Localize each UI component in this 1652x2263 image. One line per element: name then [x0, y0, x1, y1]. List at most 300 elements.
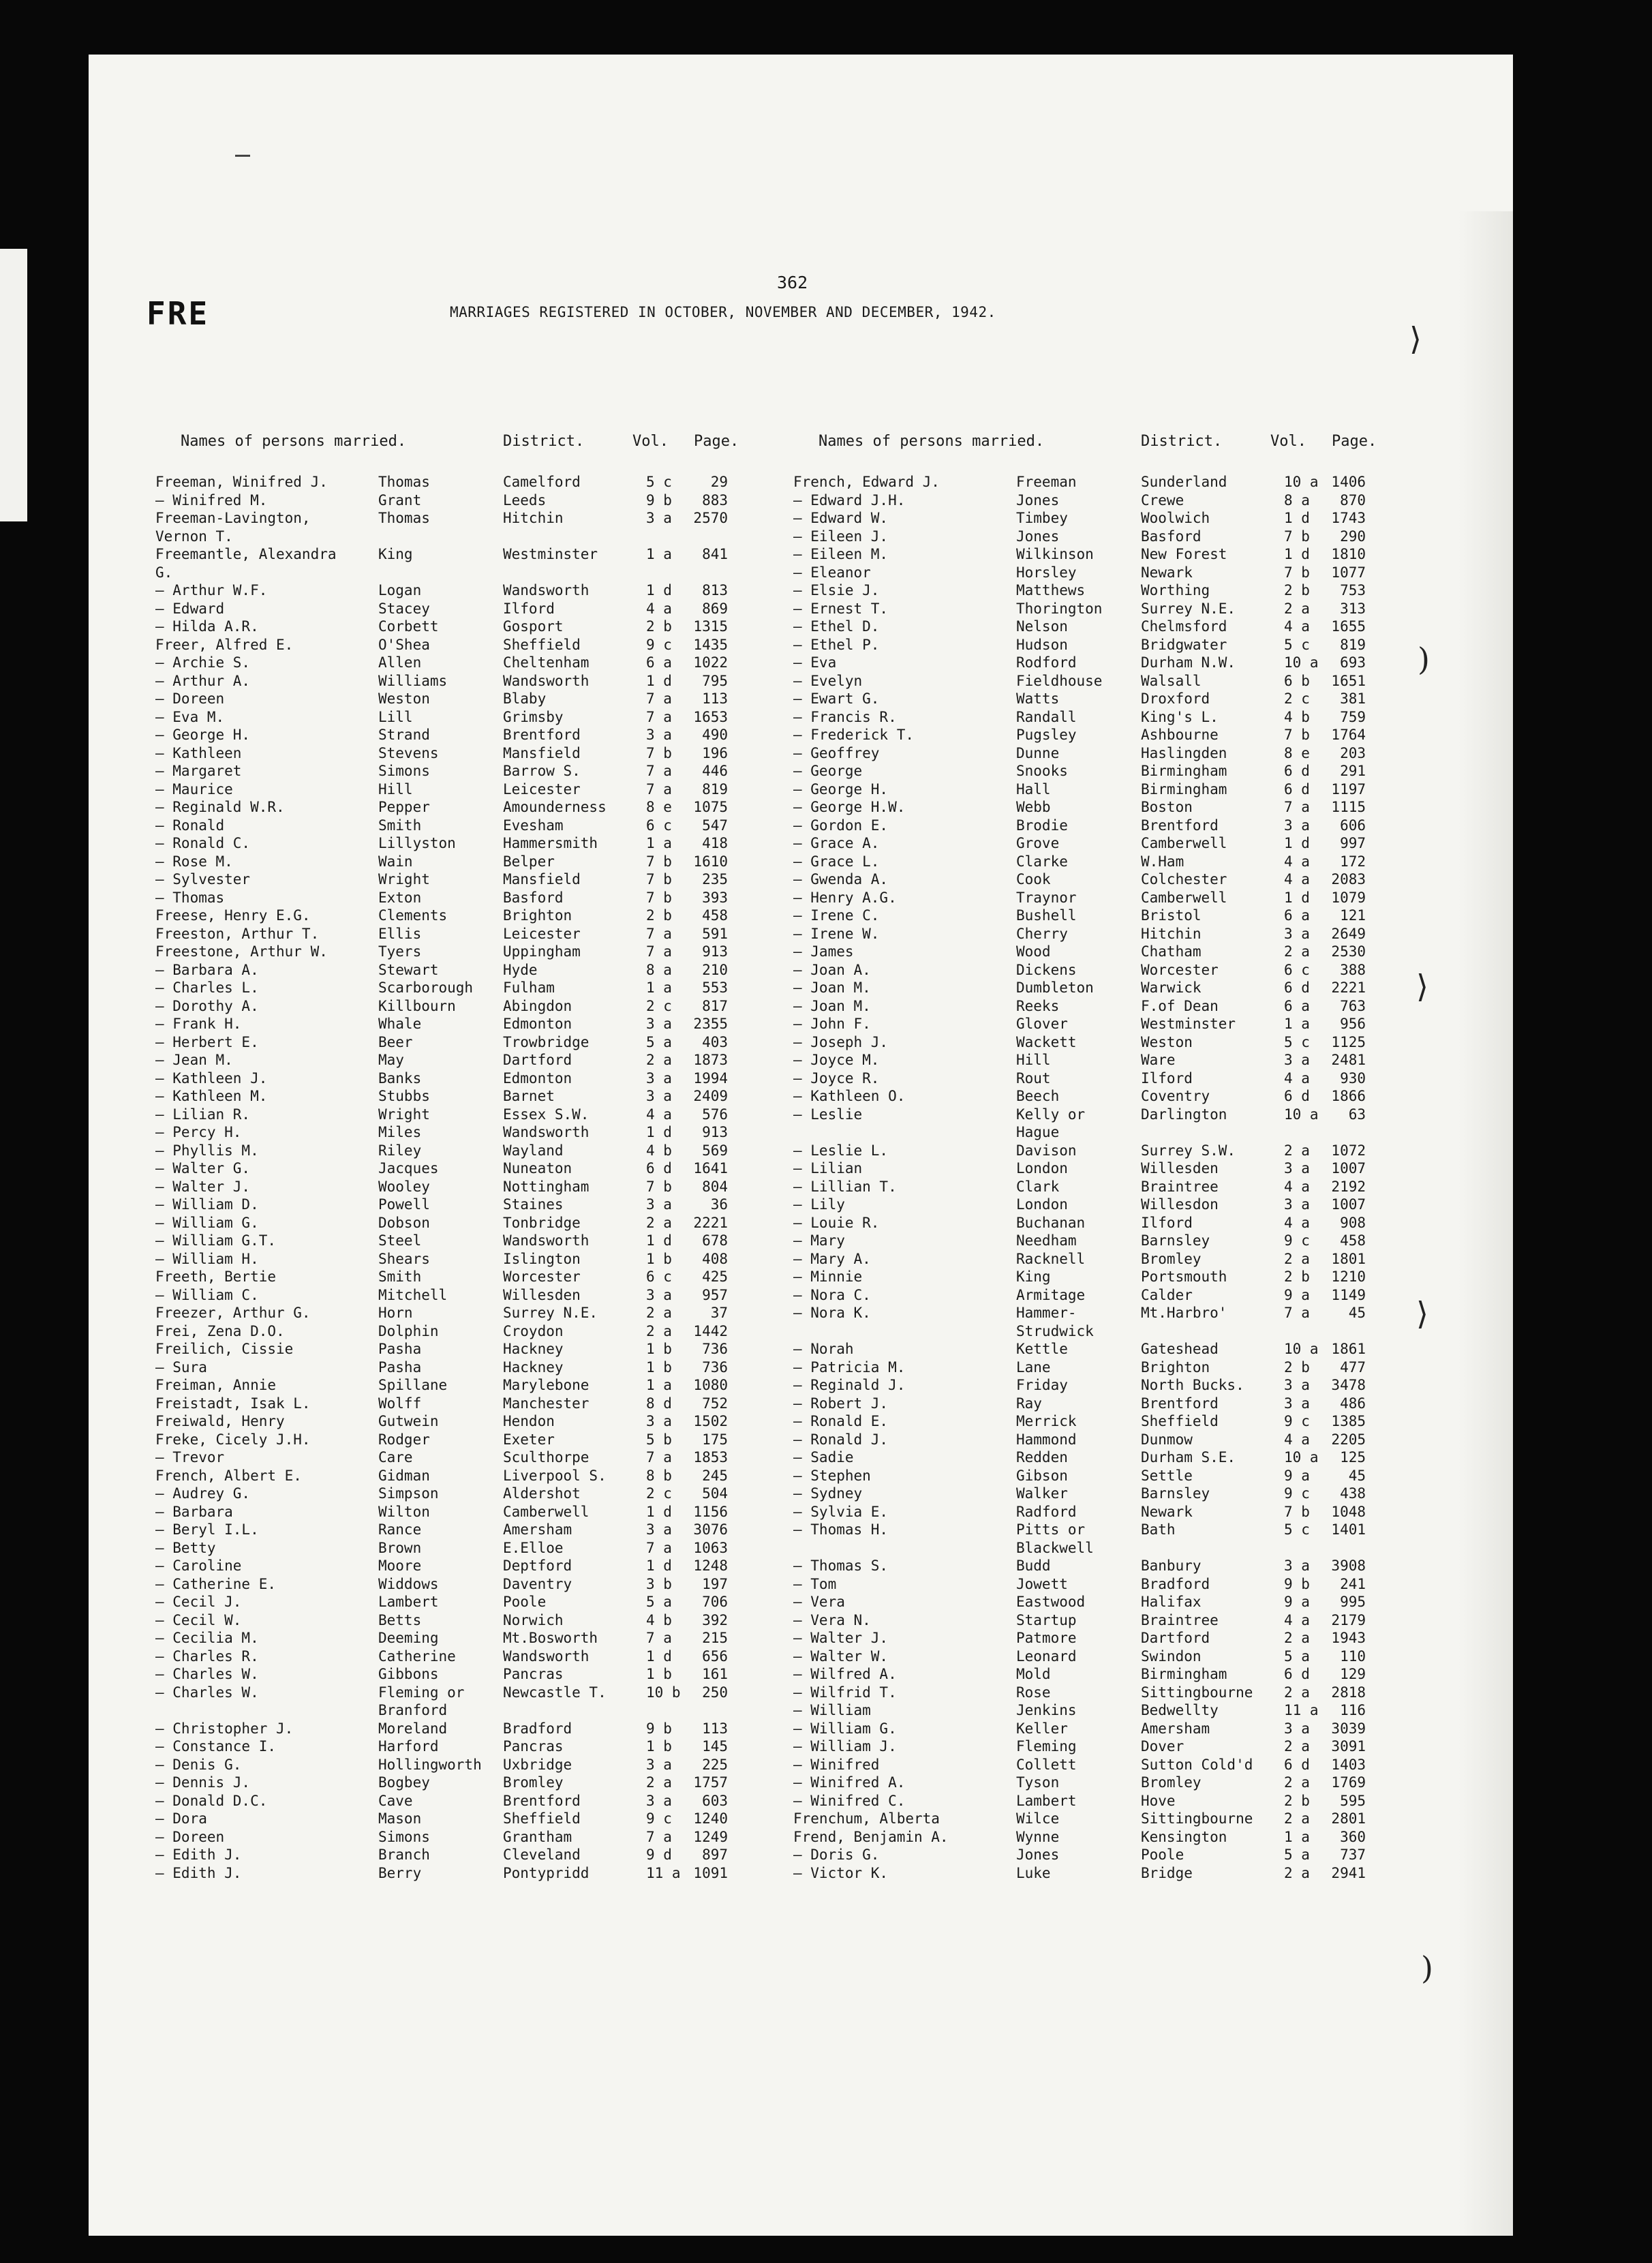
- register-entry: [793, 1612, 1448, 1630]
- register-entry: [155, 727, 810, 745]
- entry-name: — Lilian R.: [155, 1106, 251, 1123]
- entry-name: — Irene W.: [793, 925, 880, 942]
- entry-spouse-surname: Beer: [378, 1033, 413, 1050]
- entry-spouse-surname: Wynne: [1016, 1828, 1060, 1845]
- register-entry: [793, 1865, 1448, 1883]
- entry-name: — George H.: [155, 727, 251, 743]
- entry-district: E.Elloe: [503, 1539, 564, 1556]
- entry-page: 360: [1340, 1828, 1366, 1845]
- entry-district: Poole: [1141, 1847, 1184, 1863]
- entry-spouse-surname: Deeming: [378, 1630, 439, 1646]
- entry-page: 1861: [1331, 1341, 1366, 1357]
- header-district: District.: [503, 433, 585, 450]
- entry-district: Kensington: [1141, 1828, 1227, 1845]
- entry-page: 1022: [693, 654, 728, 671]
- entry-volume: 9 a: [1284, 1286, 1310, 1303]
- entry-spouse-surname: Hague: [1016, 1124, 1060, 1140]
- entry-district: Hove: [1141, 1792, 1176, 1809]
- entry-name: Freilich, Cissie: [155, 1341, 294, 1357]
- entry-page: 678: [702, 1232, 728, 1249]
- entry-spouse-surname: Gibbons: [378, 1666, 439, 1682]
- entry-volume: 11 a: [1284, 1702, 1319, 1718]
- entry-name: — Gordon E.: [793, 817, 889, 834]
- entry-name: — Thomas: [155, 889, 225, 906]
- entry-volume: 9 b: [1284, 1575, 1310, 1592]
- entry-name: Freer, Alfred E.: [155, 636, 294, 653]
- entry-name: — Lilian: [793, 1160, 863, 1176]
- entry-volume: 4 b: [1284, 708, 1310, 725]
- entry-district: Barrow S.: [503, 763, 581, 779]
- entry-volume: 11 a: [646, 1864, 681, 1881]
- entry-spouse-surname: Dumbleton: [1016, 979, 1094, 996]
- entry-volume: 9 c: [1284, 1413, 1310, 1429]
- entry-page: 2409: [693, 1088, 728, 1104]
- entry-spouse-surname: Thomas: [378, 474, 430, 490]
- entry-spouse-surname: Miles: [378, 1124, 422, 1140]
- entry-volume: 4 a: [1284, 1611, 1310, 1628]
- entry-page: 1757: [693, 1774, 728, 1791]
- entry-page: 2481: [1331, 1052, 1366, 1068]
- entry-name: — Kathleen: [155, 744, 242, 761]
- register-entry: [155, 1612, 810, 1630]
- entry-spouse-surname: Hill: [378, 780, 413, 798]
- entry-page: 2192: [1331, 1178, 1366, 1195]
- register-entry: [793, 907, 1448, 926]
- entry-page: 576: [702, 1106, 728, 1123]
- entry-spouse-surname: Jones: [1016, 528, 1060, 545]
- entry-page: 418: [702, 835, 728, 851]
- register-entry: [793, 654, 1448, 673]
- entry-page: 1810: [1331, 546, 1366, 562]
- entry-spouse-surname: Mason: [378, 1810, 422, 1827]
- entry-page: 36: [710, 1196, 728, 1213]
- entry-page: 813: [702, 582, 728, 598]
- entry-district: Sculthorpe: [503, 1449, 590, 1465]
- register-entry: [793, 709, 1448, 727]
- entry-name: — Ernest T.: [793, 600, 889, 617]
- register-entry: [155, 546, 810, 564]
- register-entry: [793, 1160, 1448, 1179]
- entry-district: Darlington: [1141, 1106, 1227, 1123]
- entry-volume: 3 a: [646, 1069, 672, 1087]
- entry-page: 553: [702, 979, 728, 996]
- entry-page: 388: [1340, 961, 1366, 978]
- entry-spouse-surname: Thorington: [1016, 600, 1103, 617]
- header-names: Names of persons married.: [181, 433, 407, 450]
- entry-volume: 4 a: [1284, 1214, 1310, 1231]
- entry-name: — Dennis J.: [155, 1774, 251, 1791]
- entry-spouse-surname: Fieldhouse: [1016, 672, 1103, 689]
- entry-name: — Arthur A.: [155, 672, 251, 689]
- entry-district: Newcastle T.: [503, 1684, 607, 1701]
- entry-district: Wandsworth: [503, 1232, 590, 1249]
- entry-name: — Reginald W.R.: [155, 799, 285, 815]
- entry-spouse-surname: Hollingworth: [378, 1756, 482, 1773]
- entry-district: Barnsley: [1141, 1232, 1210, 1249]
- register-entry: [155, 890, 810, 908]
- entry-volume: 2 b: [1284, 582, 1310, 598]
- register-entry: [793, 546, 1448, 564]
- entry-volume: 3 a: [1284, 1395, 1310, 1412]
- entry-page: 1764: [1331, 727, 1366, 743]
- entry-name: — Thomas H.: [793, 1521, 889, 1538]
- entry-page: 1248: [693, 1558, 728, 1574]
- entry-volume: 5 c: [1284, 636, 1310, 653]
- entry-volume: 2 a: [1284, 943, 1310, 960]
- entry-district: Sittingbourne: [1141, 1684, 1253, 1701]
- entry-district: Belper: [503, 853, 555, 870]
- entry-spouse-surname: Friday: [1016, 1377, 1068, 1393]
- entry-spouse-surname: Clements: [378, 907, 448, 924]
- entry-name: — Lillian T.: [793, 1178, 897, 1195]
- entry-spouse-surname: Leonard: [1016, 1647, 1077, 1665]
- entry-district: Uppingham: [503, 943, 581, 960]
- entry-page: 913: [702, 943, 728, 960]
- entry-district: Coventry: [1141, 1088, 1210, 1104]
- register-entry: [155, 1829, 810, 1847]
- entry-spouse-surname: Merrick: [1016, 1413, 1077, 1429]
- entry-spouse-surname: Fleming: [1016, 1738, 1077, 1755]
- entry-page: 2083: [1331, 871, 1366, 887]
- entry-volume: 1 b: [646, 1341, 672, 1357]
- entry-volume: 2 a: [646, 1322, 672, 1339]
- entry-spouse-surname: Startup: [1016, 1611, 1077, 1628]
- entry-page: 995: [1340, 1594, 1366, 1610]
- entry-page: 606: [1340, 817, 1366, 834]
- entry-district: Settle: [1141, 1467, 1193, 1484]
- entry-page: 569: [702, 1142, 728, 1159]
- register-entry: [155, 709, 810, 727]
- entry-volume: 7 a: [646, 690, 672, 707]
- page-title: MARRIAGES REGISTERED IN OCTOBER, NOVEMBER AND DECEMBER, 1942.: [450, 304, 996, 320]
- entry-name: — John F.: [793, 1016, 871, 1032]
- entry-volume: 1 d: [646, 672, 672, 689]
- entry-district: Bradford: [503, 1720, 572, 1737]
- entry-spouse-surname: Shears: [378, 1250, 430, 1267]
- entry-name: — Charles W.: [155, 1684, 259, 1701]
- entry-page: 446: [702, 763, 728, 779]
- entry-spouse-surname: Rout: [1016, 1069, 1051, 1087]
- entry-name: — Ronald E.: [793, 1413, 889, 1429]
- entry-spouse-surname: Steel: [378, 1232, 422, 1249]
- entry-name: Freistadt, Isak L.: [155, 1395, 311, 1412]
- entry-volume: 2 a: [1284, 1630, 1310, 1646]
- entry-district: Nottingham: [503, 1178, 590, 1195]
- entry-district: Banbury: [1141, 1558, 1202, 1574]
- entry-volume: 9 b: [646, 1720, 672, 1737]
- entry-page: 393: [702, 889, 728, 906]
- entry-spouse-surname: Lane: [1016, 1358, 1051, 1376]
- entry-spouse-surname: Snooks: [1016, 763, 1068, 779]
- register-entry: [155, 1269, 810, 1287]
- entry-page: 45: [1348, 1305, 1366, 1321]
- register-entry: [793, 1648, 1448, 1667]
- register-entry: [155, 763, 810, 781]
- register-entry: [155, 1485, 810, 1504]
- entry-volume: 7 a: [646, 925, 672, 942]
- entry-volume: 2 b: [646, 618, 672, 635]
- register-entry: [155, 1179, 810, 1197]
- entry-page: 930: [1340, 1069, 1366, 1087]
- register-entry: [155, 1738, 810, 1757]
- entry-district: Daventry: [503, 1575, 572, 1592]
- entry-volume: 9 d: [646, 1847, 672, 1863]
- entry-name: — Gwenda A.: [793, 871, 889, 887]
- register-entry: [155, 1287, 810, 1305]
- entry-page: 869: [702, 600, 728, 617]
- entry-district: Aldershot: [503, 1485, 581, 1502]
- entry-volume: 3 a: [646, 1756, 672, 1773]
- entry-name: Frei, Zena D.O.: [155, 1322, 285, 1339]
- register-entry: [793, 582, 1448, 601]
- entry-name: — Walter J.: [155, 1178, 251, 1195]
- register-entry: [155, 1720, 810, 1739]
- entry-page: 997: [1340, 835, 1366, 851]
- entry-district: Leeds: [503, 491, 547, 508]
- entry-page: 116: [1340, 1702, 1366, 1718]
- register-entry: [155, 781, 810, 800]
- entry-district: New Forest: [1141, 546, 1227, 562]
- entry-page: 956: [1340, 1016, 1366, 1032]
- register-entry: [155, 1016, 810, 1034]
- entry-page: 121: [1340, 907, 1366, 924]
- entry-name: — Eileen J.: [793, 528, 889, 545]
- entry-volume: 2 a: [1284, 600, 1310, 617]
- entry-page: 591: [702, 925, 728, 942]
- entry-page: 129: [1340, 1666, 1366, 1682]
- entry-name: — Mary A.: [793, 1250, 871, 1267]
- register-entry: [793, 1142, 1448, 1161]
- entry-spouse-surname: Bogbey: [378, 1774, 430, 1791]
- register-entry: [793, 1576, 1448, 1594]
- entry-district: Willesden: [1141, 1160, 1219, 1176]
- entry-district: Durham N.W.: [1141, 654, 1236, 671]
- entry-name: — Percy H.: [155, 1124, 242, 1140]
- entry-district: Dartford: [503, 1052, 572, 1068]
- entry-name: — Sadie: [793, 1449, 854, 1465]
- register-entry: [155, 907, 810, 926]
- entry-district: Cleveland: [503, 1847, 581, 1863]
- entry-spouse-surname: Grove: [1016, 835, 1060, 851]
- entry-district: Pancras: [503, 1738, 564, 1755]
- register-entry: [793, 528, 1448, 547]
- entry-volume: 4 a: [1284, 1178, 1310, 1195]
- entry-spouse-surname: Jones: [1016, 491, 1060, 508]
- register-entry: [155, 817, 810, 836]
- entry-spouse-surname: Lillyston: [378, 835, 456, 851]
- entry-name: — Walter G.: [155, 1160, 251, 1176]
- entry-spouse-surname: Stacey: [378, 600, 430, 617]
- entry-district: Boston: [1141, 799, 1193, 815]
- entry-name: — Sydney: [793, 1485, 863, 1502]
- register-entry: [793, 1305, 1448, 1323]
- register-entry: [155, 1774, 810, 1793]
- register-entry: [793, 1106, 1448, 1125]
- entry-district: Basford: [1141, 528, 1202, 545]
- entry-name: — Denis G.: [155, 1756, 242, 1773]
- entry-page: 1240: [693, 1810, 728, 1827]
- entry-district: Evesham: [503, 817, 564, 834]
- entry-district: Wandsworth: [503, 1647, 590, 1665]
- entry-name: — Phyllis M.: [155, 1142, 259, 1159]
- entry-name: — Walter J.: [793, 1630, 889, 1646]
- entry-volume: 6 a: [1284, 997, 1310, 1014]
- entry-district: Sheffield: [503, 636, 581, 653]
- entry-page: 2649: [1331, 925, 1366, 942]
- entry-spouse-surname: May: [378, 1052, 404, 1068]
- entry-page: 477: [1340, 1358, 1366, 1376]
- entry-volume: 3 a: [646, 1521, 672, 1538]
- register-entry: [793, 1232, 1448, 1251]
- entry-page: 1210: [1331, 1269, 1366, 1285]
- entry-name: Freeston, Arthur T.: [155, 925, 320, 942]
- entry-name: — Charles R.: [155, 1647, 259, 1665]
- entry-district: Durham S.E.: [1141, 1449, 1236, 1465]
- entry-spouse-surname: Gutwein: [378, 1413, 439, 1429]
- entry-spouse-surname: Jowett: [1016, 1575, 1068, 1592]
- register-entry: [793, 1359, 1448, 1378]
- register-entry: [155, 1160, 810, 1179]
- entry-name: — Thomas S.: [793, 1558, 889, 1574]
- entry-name: — Dorothy A.: [155, 997, 259, 1014]
- entry-name: — Barbara: [155, 1503, 233, 1520]
- entry-district: Wandsworth: [503, 582, 590, 598]
- entry-name: — Kathleen J.: [155, 1069, 268, 1087]
- register-entry: [155, 1196, 810, 1215]
- entry-district: Haslingden: [1141, 744, 1227, 761]
- entry-spouse-surname: Catherine: [378, 1647, 456, 1665]
- entry-district: Amersham: [503, 1521, 572, 1538]
- entry-district: Swindon: [1141, 1647, 1202, 1665]
- entry-district: Sheffield: [503, 1810, 581, 1827]
- entry-page: 110: [1340, 1647, 1366, 1665]
- register-entry: [793, 890, 1448, 908]
- entry-volume: 3 a: [646, 1413, 672, 1429]
- entry-page: 870: [1340, 491, 1366, 508]
- entry-spouse-surname: Cook: [1016, 871, 1051, 887]
- entry-spouse-surname: Tyers: [378, 943, 422, 960]
- entry-name: — Norah: [793, 1341, 854, 1357]
- entry-name: — Audrey G.: [155, 1485, 251, 1502]
- entry-page: 1442: [693, 1322, 728, 1339]
- entry-district: Brighton: [503, 907, 572, 924]
- entry-page: 897: [702, 1847, 728, 1863]
- entry-page: 1994: [693, 1069, 728, 1087]
- register-entry: [155, 799, 810, 817]
- register-entry: [155, 1847, 810, 1865]
- entry-page: 706: [702, 1594, 728, 1610]
- entry-name: — Kathleen O.: [793, 1088, 906, 1104]
- entry-volume: 6 d: [1284, 763, 1310, 779]
- entry-name: — Joyce R.: [793, 1069, 880, 1087]
- entry-district: Hackney: [503, 1341, 564, 1357]
- entry-volume: 9 b: [646, 491, 672, 508]
- entry-spouse-surname: Wilce: [1016, 1810, 1060, 1827]
- entry-volume: 2 a: [646, 1305, 672, 1321]
- entry-page: 1651: [1331, 672, 1366, 689]
- register-entry: [155, 1576, 810, 1594]
- entry-volume: 1 d: [646, 1124, 672, 1140]
- entry-district: Dunmow: [1141, 1431, 1193, 1448]
- entry-page: 381: [1340, 690, 1366, 707]
- register-entry: [793, 1449, 1448, 1468]
- entry-volume: 2 c: [1284, 690, 1310, 707]
- entry-page: 1435: [693, 636, 728, 653]
- register-entry: [155, 1088, 810, 1106]
- entry-district: Surrey S.W.: [1141, 1142, 1236, 1159]
- entry-volume: 3 a: [646, 1088, 672, 1104]
- entry-volume: 6 b: [1284, 672, 1310, 689]
- entry-district: Birmingham: [1141, 763, 1227, 779]
- entry-volume: 1 b: [646, 1358, 672, 1376]
- entry-page: 2530: [1331, 943, 1366, 960]
- entry-volume: 9 a: [1284, 1467, 1310, 1484]
- entry-spouse-surname: Hudson: [1016, 636, 1068, 653]
- entry-name: — Rose M.: [155, 853, 233, 870]
- entry-volume: 8 b: [646, 1467, 672, 1484]
- entry-name: — Robert J.: [793, 1395, 889, 1412]
- register-entry: [155, 1521, 810, 1540]
- entry-district: Braintree: [1141, 1178, 1219, 1195]
- entry-volume: 1 b: [646, 1738, 672, 1755]
- binding-hole-icon: ⟩: [1416, 968, 1428, 1005]
- entry-page: 2205: [1331, 1431, 1366, 1448]
- entry-spouse-surname: Beech: [1016, 1088, 1060, 1104]
- entry-district: Hendon: [503, 1413, 555, 1429]
- entry-spouse-surname: London: [1016, 1160, 1068, 1176]
- entry-page: 603: [702, 1792, 728, 1809]
- entry-spouse-surname: Hammond: [1016, 1431, 1077, 1448]
- entry-page: 1080: [693, 1377, 728, 1393]
- entry-page: 1091: [693, 1864, 728, 1881]
- entry-page: 1401: [1331, 1521, 1366, 1538]
- entry-page: 1385: [1331, 1413, 1366, 1429]
- entry-district: Crewe: [1141, 491, 1184, 508]
- register-entry: [793, 1341, 1448, 1359]
- entry-volume: 5 a: [646, 1594, 672, 1610]
- entry-name: — Nora K.: [793, 1305, 871, 1321]
- entry-district: Halifax: [1141, 1594, 1202, 1610]
- entry-page: 913: [702, 1124, 728, 1140]
- register-entry: [793, 1521, 1448, 1540]
- entry-volume: 10 b: [646, 1684, 681, 1701]
- register-entry: [155, 1142, 810, 1161]
- entry-page: 203: [1340, 744, 1366, 761]
- header-vol: Vol.: [632, 433, 669, 450]
- entry-district: Newark: [1141, 1503, 1193, 1520]
- entry-name: — Doreen: [155, 1828, 225, 1845]
- register-entry: [155, 745, 810, 763]
- register-entry: [155, 1052, 810, 1070]
- entry-spouse-surname: Whale: [378, 1016, 422, 1032]
- register-entry: [155, 1124, 810, 1142]
- entry-name: — Louie R.: [793, 1214, 880, 1231]
- entry-volume: 2 a: [646, 1052, 672, 1068]
- entry-volume: 4 a: [1284, 1431, 1310, 1448]
- entry-name: — Barbara A.: [155, 961, 259, 978]
- entry-spouse-surname: Betts: [378, 1611, 422, 1628]
- entry-spouse-surname: Smith: [378, 817, 422, 834]
- register-entry: [793, 1702, 1448, 1720]
- entry-spouse-surname: Dunne: [1016, 744, 1060, 761]
- register-entry: [793, 1666, 1448, 1684]
- entry-page: 2221: [693, 1214, 728, 1231]
- entry-name: — Evelyn: [793, 672, 863, 689]
- entry-spouse-surname: Glover: [1016, 1016, 1068, 1032]
- register-entry: [793, 601, 1448, 619]
- entry-district: Mansfield: [503, 871, 581, 887]
- entry-spouse-surname: Branford: [378, 1702, 448, 1718]
